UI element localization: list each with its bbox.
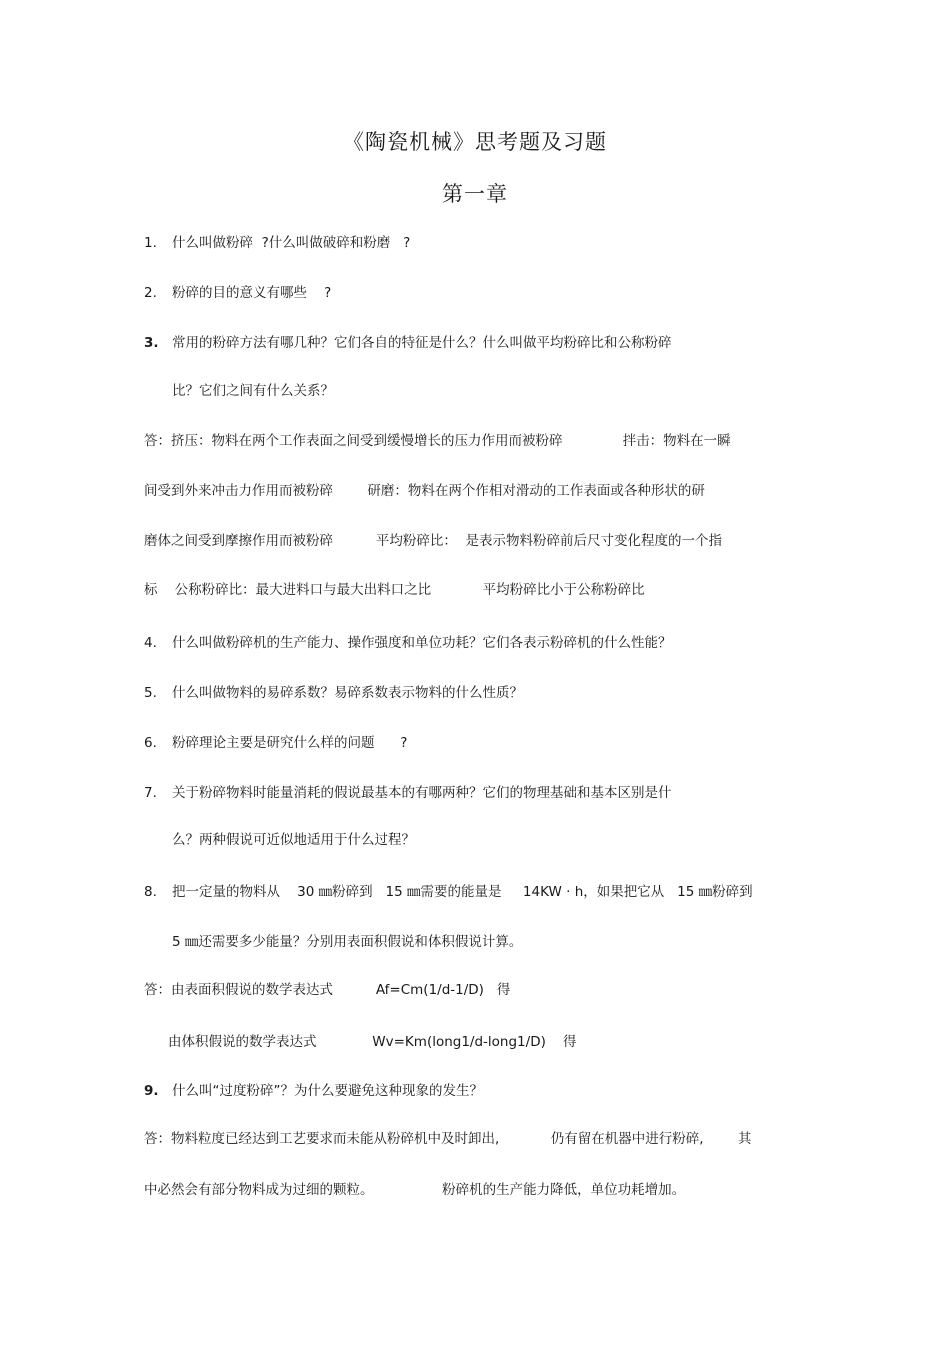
question-text: 关于粉碎物料时能量消耗的假说最基本的有哪两种？它们的物理基础和基本区别是什 [172, 785, 672, 801]
question-number: 3. [144, 335, 159, 351]
document-title: 《陶瓷机械》思考题及习题 [343, 130, 607, 154]
question-7-continuation: 么？两种假说可近似地适用于什么过程？ [172, 832, 415, 848]
question-9 [144, 1081, 483, 1101]
question-number: 6. [144, 735, 157, 751]
question-1 [144, 233, 410, 253]
question-text: 粉碎理论主要是研究什么样的问题 ? [172, 735, 408, 751]
question-number: 1. [144, 235, 157, 251]
question-text: 什么叫做物料的易碎系数？易碎系数表示物料的什么性质？ [172, 685, 523, 701]
chapter-heading: 第一章 [442, 182, 508, 206]
question-text: 常用的粉碎方法有哪几种？它们各自的特征是什么？什么叫做平均粉碎比和公称粉碎 [172, 335, 672, 351]
answer-3-line-3: 磨体之间受到摩擦作用而被粉碎 平均粉碎比： 是表示物料粉碎前后尺寸变化程度的一个指 [144, 533, 722, 549]
question-4 [144, 633, 672, 653]
question-text: 什么叫做粉碎机的生产能力、操作强度和单位功耗？它们各表示粉碎机的什么性能？ [172, 635, 672, 651]
answer-3-line-2: 间受到外来冲击力作用而被粉碎 研磨：物料在两个作相对滑动的工作表面或各种形状的研 [144, 483, 705, 499]
question-text: 把一定量的物料从 30 ㎜粉碎到 15 ㎜需要的能量是 14KW · h，如果把它从 15 ㎜粉碎到 [172, 884, 753, 900]
question-8-continuation: 5 ㎜还需要多少能量？分别用表面积假说和体积假说计算。 [172, 934, 523, 950]
question-3 [144, 333, 672, 353]
answer-9-line-2: 中必然会有部分物料成为过细的颗粒。 粉碎机的生产能力降低，单位功耗增加。 [144, 1182, 686, 1198]
question-number: 4. [144, 635, 157, 651]
question-6 [144, 733, 407, 753]
answer-3-line-1: 答：挤压：物料在两个工作表面之间受到缓慢增长的压力作用而被粉碎 拌击：物料在一瞬 [144, 433, 731, 449]
question-number: 2. [144, 285, 157, 301]
question-5 [144, 683, 523, 703]
answer-9-line-1: 答：物料粒度已经达到工艺要求而未能从粉碎机中及时卸出, 仍有留在机器中进行粉碎, 其 [144, 1131, 752, 1147]
question-text: 粉碎的目的意义有哪些 ? [172, 285, 332, 301]
question-3-continuation: 比？它们之间有什么关系？ [172, 383, 334, 399]
question-text: 什么叫“过度粉碎”？为什么要避免这种现象的发生？ [172, 1083, 483, 1099]
question-2 [144, 283, 331, 303]
question-number: 5. [144, 685, 157, 701]
question-8 [144, 882, 753, 902]
answer-3-line-4: 标 公称粉碎比：最大进料口与最大出料口之比 平均粉碎比小于公称粉碎比 [144, 582, 645, 598]
question-number: 9. [144, 1083, 159, 1099]
question-number: 7. [144, 785, 157, 801]
question-text: 什么叫做粉碎 ?什么叫做破碎和粉磨 ? [172, 235, 411, 251]
answer-8-line-1: 答：由表面积假说的数学表达式 Af=Cm(1/d-1/D) 得 [144, 982, 511, 998]
question-7 [144, 783, 672, 803]
answer-8-line-2: 由体积假说的数学表达式 Wv=Km(long1/d-long1/D) 得 [168, 1034, 577, 1050]
question-number: 8. [144, 884, 157, 900]
